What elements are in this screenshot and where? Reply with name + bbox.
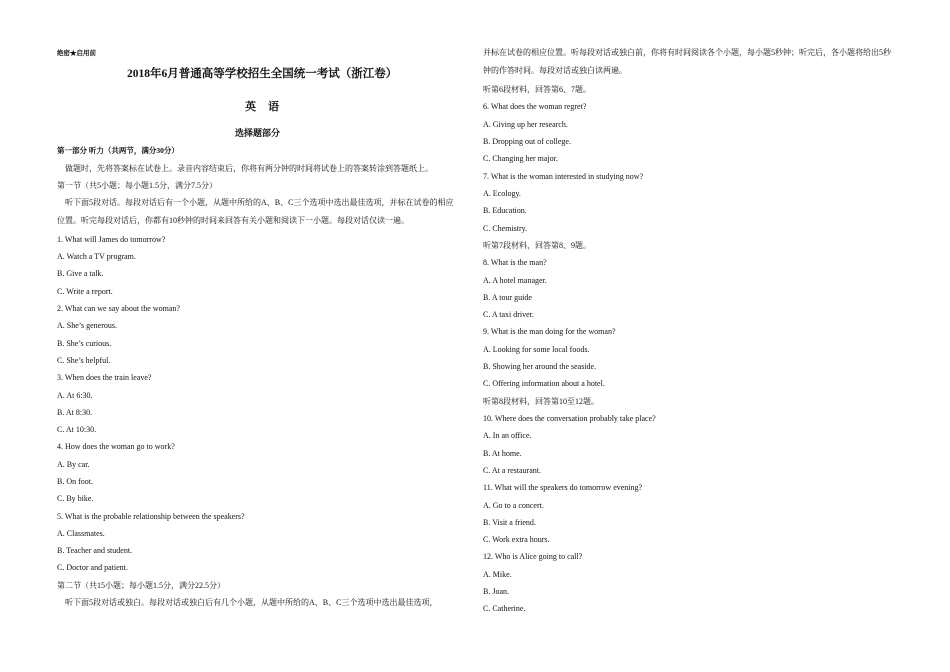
- option-line: A. Mike.: [483, 570, 512, 579]
- option-line: B. At 8:30.: [57, 408, 93, 417]
- section1-title: 第一节（共5小题；每小题1.5分，满分7.5分）: [57, 181, 217, 190]
- option-line: C. By bike.: [57, 494, 94, 503]
- option-line: B. Joan.: [483, 587, 509, 596]
- option-line: A. Watch a TV program.: [57, 252, 136, 261]
- question-line: 8. What is the man?: [483, 258, 547, 267]
- option-line: C. A taxi driver.: [483, 310, 534, 319]
- question-line: 12. Who is Alice going to call?: [483, 552, 583, 561]
- question-line: 6. What does the woman regret?: [483, 102, 587, 111]
- question-line: 10. Where does the conversation probably take place?: [483, 414, 656, 423]
- question-line: 5. What is the probable relationship between the speakers?: [57, 512, 245, 521]
- option-line: C. At a restaurant.: [483, 466, 541, 475]
- option-line: B. A tour guide: [483, 293, 532, 302]
- option-line: A. Giving up her research.: [483, 120, 568, 129]
- question-line: 9. What is the man doing for the woman?: [483, 327, 616, 336]
- passage-note: 听第6段材料，回答第6、7题。: [483, 85, 591, 94]
- option-line: C. Chemistry.: [483, 224, 528, 233]
- question-line: 1. What will James do tomorrow?: [57, 235, 166, 244]
- option-line: C. Catherine.: [483, 604, 526, 613]
- passage-note: 听第7段材料，回答第8、9题。: [483, 241, 591, 250]
- question-line: 7. What is the woman interested in studying now?: [483, 172, 644, 181]
- option-line: C. At 10:30.: [57, 425, 97, 434]
- option-line: B. Showing her around the seaside.: [483, 362, 597, 371]
- option-line: B. Teacher and student.: [57, 546, 133, 555]
- option-line: C. Offering information about a hotel.: [483, 379, 605, 388]
- question-line: 11. What will the speakers do tomorrow evening?: [483, 483, 643, 492]
- option-line: B. Visit a friend.: [483, 518, 536, 527]
- secret-label: 绝密★启用前: [57, 50, 96, 57]
- option-line: A. A hotel manager.: [483, 276, 547, 285]
- question-line: 4. How does the woman go to work?: [57, 442, 175, 451]
- option-line: A. In an office.: [483, 431, 532, 440]
- section-title: 选择题部分: [235, 128, 281, 138]
- option-line: C. She’s helpful.: [57, 356, 111, 365]
- option-line: A. Classmates.: [57, 529, 105, 538]
- option-line: B. Education.: [483, 206, 527, 215]
- option-line: C. Write a report.: [57, 287, 113, 296]
- section2-instructions-cont: 并标在试卷的相应位置。听每段对话或独白前，你将有时间阅读各个小题，每小题5秒钟；听完后，各小题将给出5秒钟的作答时间。每段对话或独白读两遍。: [483, 48, 891, 75]
- option-line: C. Work extra hours.: [483, 535, 550, 544]
- option-line: A. She’s generous.: [57, 321, 117, 330]
- option-line: A. Looking for some local foods.: [483, 345, 590, 354]
- option-line: A. At 6:30.: [57, 391, 93, 400]
- section2-title: 第二节（共15小题；每小题1.5分，满分22.5分）: [57, 581, 225, 590]
- exam-title: 2018年6月普通高等学校招生全国统一考试（浙江卷）: [127, 68, 398, 80]
- question-line: 2. What can we say about the woman?: [57, 304, 180, 313]
- option-line: B. On foot.: [57, 477, 93, 486]
- option-line: A. Go to a concert.: [483, 501, 544, 510]
- option-line: B. Dropping out of college.: [483, 137, 571, 146]
- listening-intro: 做题时，先将答案标在试卷上。录音内容结束后，你将有两分钟的时间将试卷上的答案转涂到答题纸上。: [65, 164, 433, 173]
- section2-instructions: 听下面5段对话或独白。每段对话或独白后有几个小题，从题中所给的A、B、C三个选项中选出最佳选项，: [65, 598, 438, 607]
- subject-title: 英语: [245, 101, 291, 113]
- option-line: C. Changing her major.: [483, 154, 558, 163]
- part1-heading: 第一部分 听力（共两节，满分30分）: [57, 146, 179, 155]
- option-line: B. Give a talk.: [57, 269, 104, 278]
- option-line: C. Doctor and patient.: [57, 563, 128, 572]
- option-line: B. She’s curious.: [57, 339, 112, 348]
- option-line: A. Ecology.: [483, 189, 521, 198]
- question-line: 3. When does the train leave?: [57, 373, 152, 382]
- passage-note: 听第8段材料，回答第10至12题。: [483, 397, 599, 406]
- option-line: B. At home.: [483, 449, 522, 458]
- option-line: A. By car.: [57, 460, 90, 469]
- section1-instructions: 听下面5段对话。每段对话后有一个小题，从题中所给的A、B、C三个选项中选出最佳选项，并标在试卷的相应位置。听完每段对话后，你都有10秒钟的时间来回答有关小题和阅读下一小题。每段对话仅读一遍。: [57, 198, 454, 225]
